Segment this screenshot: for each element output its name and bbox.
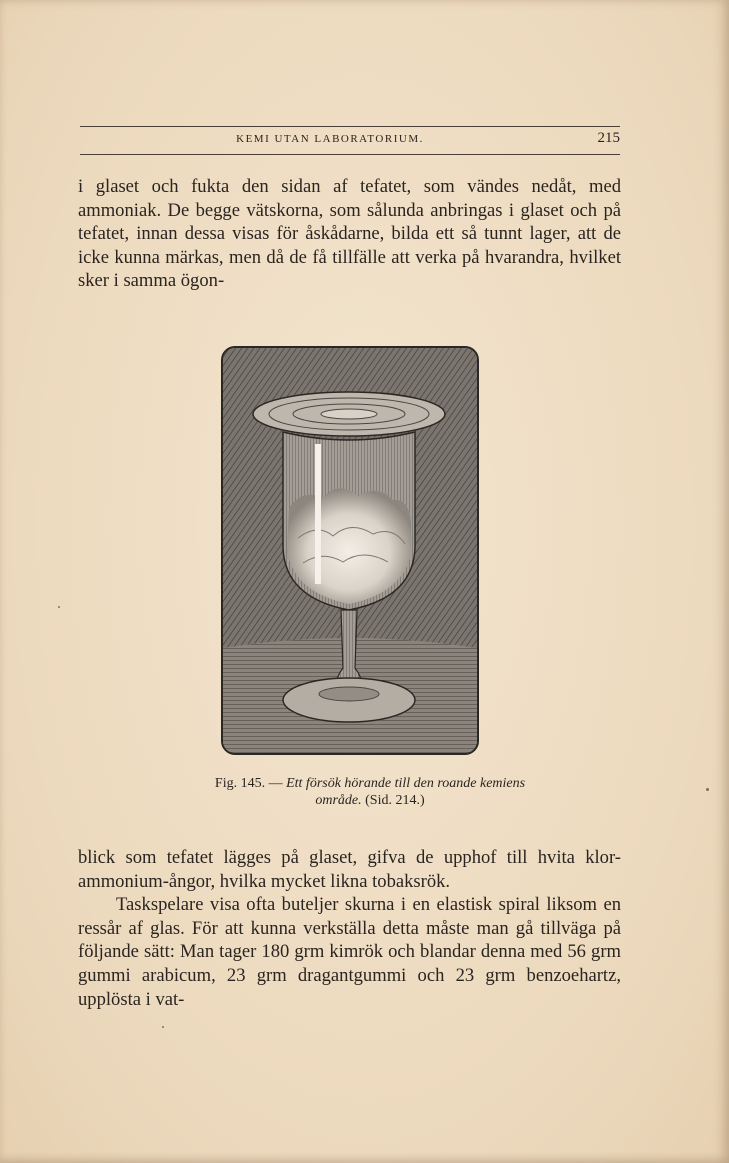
paper-speck <box>58 606 60 608</box>
paper-speck <box>162 1026 164 1028</box>
caption-italic-2: område. <box>315 793 362 808</box>
running-head: KEMI UTAN LABORATORIUM. <box>236 133 424 145</box>
paragraph-1-text: i glaset och fukta den sidan af tefatet, som vändes nedåt, med ammoniak. De begge vätskorna, som sålunda anbringas i glaset och på tefatet, innan dessa visas för åskådarne, bilda ett så tunnt lager, att de icke kunna märkas, men då de få tillfälle att verka på hvarandra, hvilket sker i samma ögon- <box>78 176 621 292</box>
header-rule-top <box>80 126 620 127</box>
glass-illustration <box>223 348 477 753</box>
paragraph-2-block <box>78 846 621 1011</box>
figure-caption <box>140 775 600 809</box>
paragraph-2-text: blick som tefatet lägges på glaset, gifva de upphof till hvita klor-ammonium-ångor, hvilka mycket likna tobaksrök. <box>78 847 621 892</box>
header-rule-bottom <box>80 154 620 155</box>
caption-italic-1: Ett försök hörande till den roande kemiens <box>286 776 526 791</box>
caption-label: Fig. 145. — <box>214 776 283 791</box>
paragraph-3-text: Taskspelare visa ofta buteljer skurna i en elastisk spiral liksom en ressår af glas. För att kunna verkställa detta måste man gå tillväga på följande sätt: Man tager 180 grm kimrök och blandar denna med 56 grm gummi arabicum, 23 grm dragantgummi och 23 grm benzoehartz, upplösta i vat- <box>78 894 621 1010</box>
paper-speck <box>706 788 709 791</box>
caption-ref: (Sid. 214.) <box>365 793 425 808</box>
paragraph-1 <box>78 175 621 293</box>
figure-engraving <box>221 346 479 755</box>
page-number: 215 <box>597 130 620 146</box>
